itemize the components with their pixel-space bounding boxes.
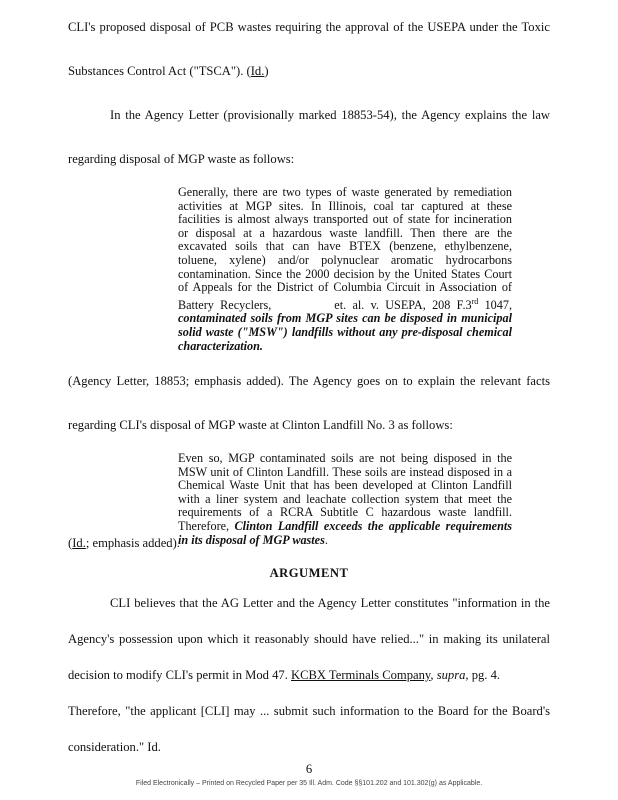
paragraph-line: (Id.; emphasis added). <box>68 536 180 550</box>
text: Therefore, <box>178 518 235 533</box>
text: Substances Control Act ("TSCA"). ( <box>68 64 251 78</box>
text: , <box>430 668 437 682</box>
quote-line: or disposal at a hazardous waste landfill. Then there are the <box>178 225 512 240</box>
text: . <box>324 532 328 547</box>
quote-line <box>178 295 512 313</box>
text: supra <box>436 668 466 682</box>
quote-line: facilities is almost always transported out of state for incineration <box>178 212 512 227</box>
text: , pg. 4. <box>465 668 501 682</box>
paragraph-line: Therefore, "the applicant [CLI] may ... submit such information to the Board for the Board's <box>68 704 550 718</box>
quote-line: Generally, there are two types of waste generated by remediation <box>178 185 512 199</box>
case-citation: KCBX Terminals Company <box>291 668 431 682</box>
quote-line: Even so, MGP contaminated soils are not being disposed in the <box>178 451 512 465</box>
quote-line: characterization. <box>178 338 263 353</box>
paragraph-line: regarding disposal of MGP waste as follows: <box>68 152 295 166</box>
emphasis: Clinton Landfill exceeds the applicable requirements <box>234 518 512 533</box>
text: ) <box>264 64 269 78</box>
paragraph-line: CLI believes that the AG Letter and the Agency Letter constitutes "information in the <box>110 596 550 610</box>
section-heading: ARGUMENT <box>269 566 349 580</box>
paragraph-line <box>68 64 550 78</box>
block-quote-1 <box>178 186 512 353</box>
text: 1047, <box>478 297 512 312</box>
paragraph-line: CLI's proposed disposal of PCB wastes requiring the approval of the USEPA under the Toxic <box>68 20 550 34</box>
quote-line: Chemical Waste Unit that has been developed at Clinton Landfill <box>178 478 512 493</box>
paragraph-line: regarding CLI's disposal of MGP waste at Clinton Landfill No. 3 as follows: <box>68 418 453 432</box>
quote-line: contaminated soils from MGP sites can be disposed in municipal <box>178 311 512 326</box>
quote-line: MSW unit of Clinton Landfill. These soils are instead disposed in a <box>178 464 512 479</box>
quote-line: excavated soils that can have BTEX (benzene, ethylbenzene, <box>178 239 512 254</box>
paragraph-line: consideration." Id. <box>68 740 161 754</box>
quote-line: requirements of a RCRA Subtitle C hazardous waste landfill. <box>178 505 512 520</box>
quote-line: activities at MGP sites. In Illinois, coal tar captured at these <box>178 198 512 213</box>
emphasis: in its disposal of MGP wastes <box>178 532 325 547</box>
text: decision to modify CLI's permit in Mod 47. <box>68 668 291 682</box>
paragraph-line: (Agency Letter, 18853; emphasis added). The Agency goes on to explain the relevant facts <box>68 374 550 388</box>
quote-line: toluene, xylene) and/or polynuclear aromatic hydrocarbons <box>178 252 512 267</box>
citation-id: Id. <box>72 536 86 550</box>
quote-line: with a liner system and leachate collection system that meet the <box>178 491 512 506</box>
paragraph-line <box>68 668 550 682</box>
quote-line: contamination. Since the 2000 decision by the United States Court <box>178 266 512 281</box>
text: Battery Recyclers, et. al. v. USEPA, 208 F.3 <box>178 297 472 312</box>
footer-note: Filed Electronically – Printed on Recycled Paper per 35 Ill. Adm. Code §§101.202 and 101.302(g) as Applicable. <box>135 780 483 787</box>
text: ; emphasis added). <box>85 536 180 550</box>
page-number: 6 <box>305 762 313 776</box>
superscript: rd <box>471 296 479 306</box>
quote-line <box>178 520 512 534</box>
citation-id: Id. <box>250 64 265 78</box>
block-quote-2 <box>178 452 512 547</box>
quote-line: solid waste ("MSW") landfills without any pre-disposal chemical <box>178 325 512 339</box>
quote-line: of Appeals for the District of Columbia Circuit in Association of <box>178 280 512 295</box>
paragraph-line: In the Agency Letter (provisionally marked 18853-54), the Agency explains the law <box>110 108 550 122</box>
paragraph-line: Agency's possession upon which it reasonably should have relied..." in making its unilateral <box>68 632 550 646</box>
